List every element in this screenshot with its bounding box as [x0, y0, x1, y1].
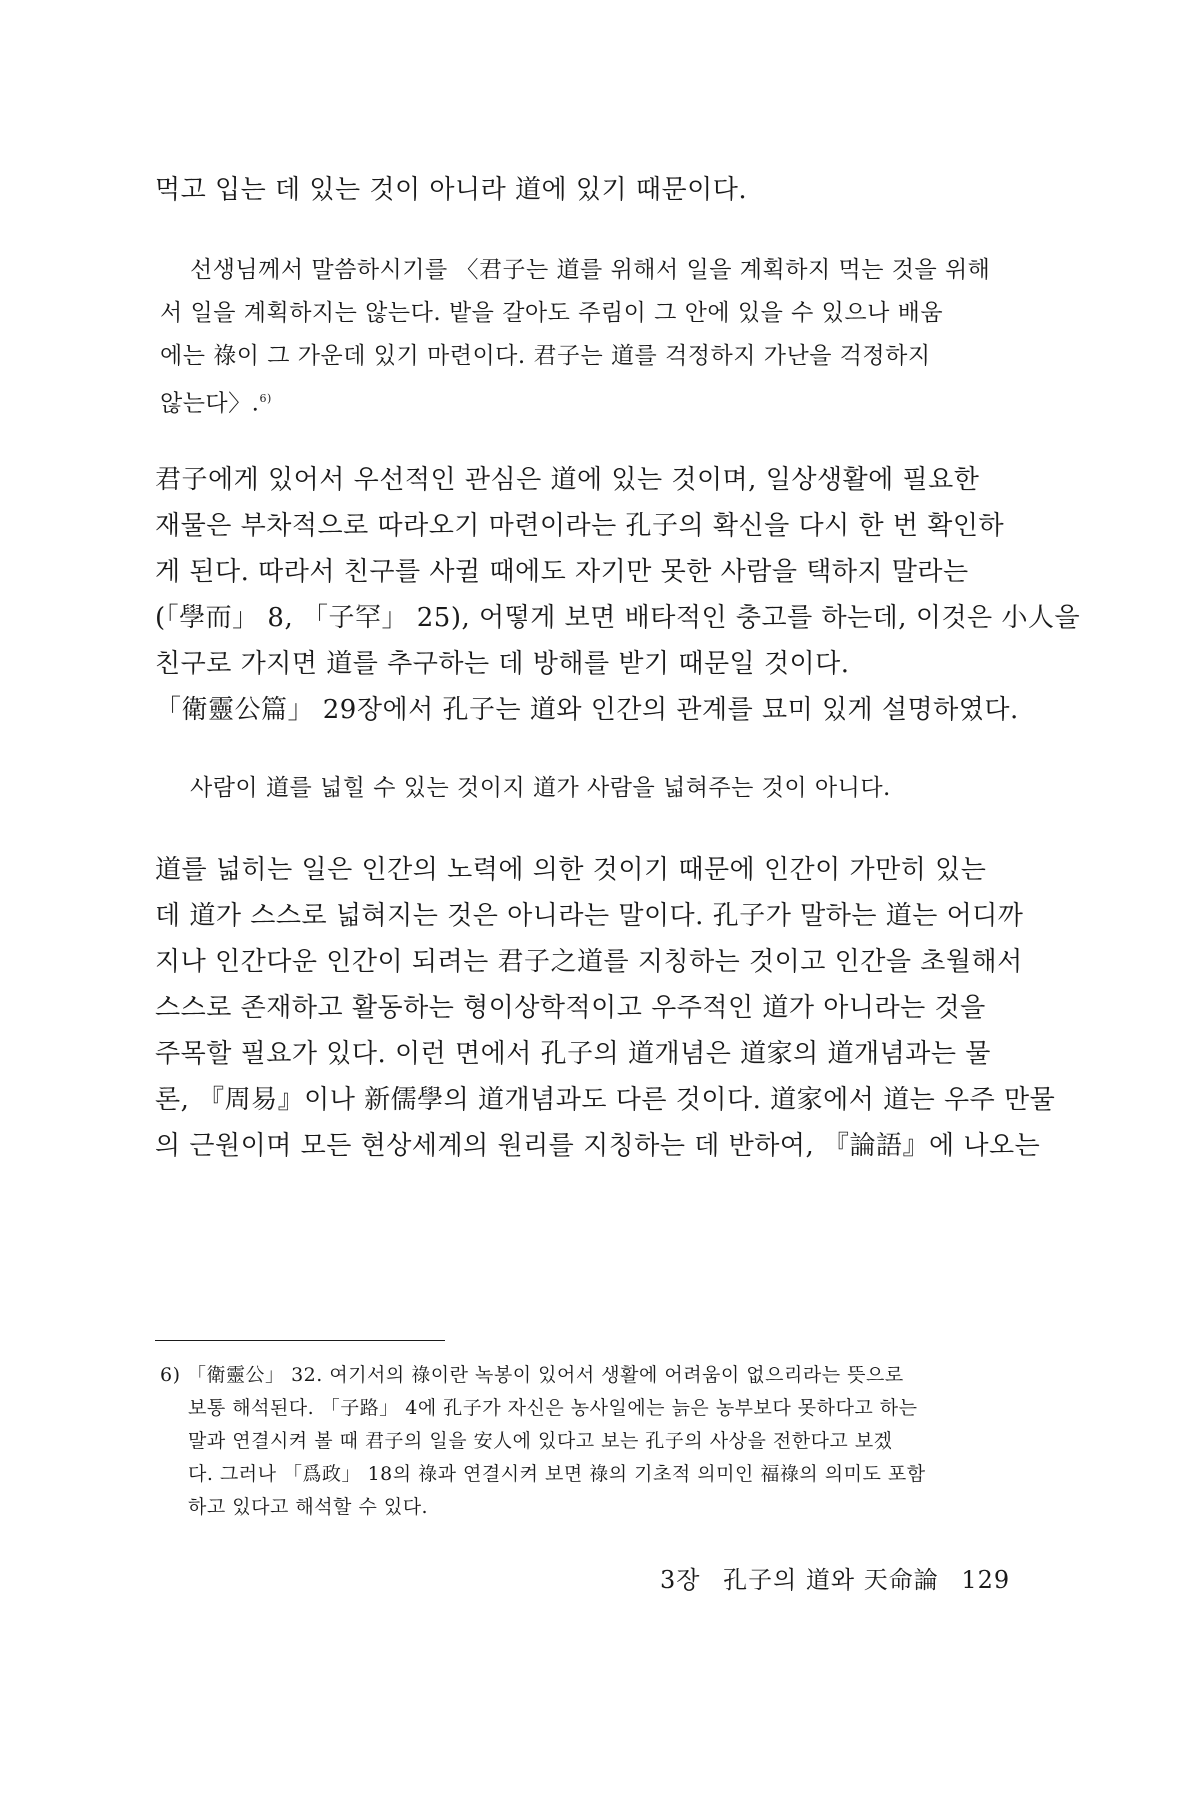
footnote-ref: 6)	[259, 392, 272, 405]
body-text-line: 「衛靈公篇」 29장에서 孔子는 道와 인간의 관계를 묘미 있게 설명하였다.	[155, 695, 1019, 725]
quote-line: 서 일을 계획하지는 않는다. 밭을 갈아도 주림이 그 안에 있을 수 있으나 배움	[160, 300, 944, 326]
body-text-line: 지나 인간다운 인간이 되려는 君子之道를 지칭하는 것이고 인간을 초월해서	[155, 947, 1023, 977]
body-text-line: 론, 『周易』이나 新儒學의 道개념과도 다른 것이다. 道家에서 道는 우주 만물	[155, 1085, 1056, 1115]
body-text-line: 道를 넓히는 일은 인간의 노력에 의한 것이기 때문에 인간이 가만히 있는	[155, 855, 987, 885]
body-text-line: 친구로 가지면 道를 추구하는 데 방해를 받기 때문일 것이다.	[155, 649, 850, 679]
quote-line	[160, 379, 272, 424]
body-text-line: 주목할 필요가 있다. 이런 면에서 孔子의 道개념은 道家의 道개념과는 물	[155, 1039, 991, 1069]
body-text-line: 데 道가 스스로 넓혀지는 것은 아니라는 말이다. 孔子가 말하는 道는 어디까	[155, 901, 1024, 931]
body-text-line: 재물은 부차적으로 따라오기 마련이라는 孔子의 확신을 다시 한 번 확인하	[155, 511, 1005, 541]
footnote-line: 하고 있다고 해석할 수 있다.	[188, 1496, 429, 1518]
body-text-line: 먹고 입는 데 있는 것이 아니라 道에 있기 때문이다.	[155, 175, 748, 205]
body-text-line: 스스로 존재하고 활동하는 형이상학적이고 우주적인 道가 아니라는 것을	[155, 993, 986, 1023]
quote-line: 선생님께서 말씀하시기를 〈君子는 道를 위해서 일을 계획하지 먹는 것을 위해	[190, 257, 991, 283]
body-text-line: 君子에게 있어서 우선적인 관심은 道에 있는 것이며, 일상생활에 필요한	[155, 465, 980, 495]
footnote-line: 보통 해석된다. 「子路」 4에 孔子가 자신은 농사일에는 늙은 농부보다 못하다고 하는	[188, 1397, 918, 1419]
body-text-line: (「學而」 8, 「子罕」 25), 어떻게 보면 배타적인 충고를 하는데, 이것은 小人을	[155, 603, 1081, 633]
footnote-line: 6) 「衛靈公」 32. 여기서의 祿이란 녹봉이 있어서 생활에 어려움이 없으리라는 뜻으로	[160, 1364, 904, 1386]
footnote-separator	[155, 1340, 445, 1341]
block-quote: 사람이 道를 넓힐 수 있는 것이지 道가 사람을 넓혀주는 것이 아니다.	[190, 775, 891, 801]
quote-line: 에는 祿이 그 가운데 있기 마련이다. 君子는 道를 걱정하지 가난을 걱정하지	[160, 343, 931, 369]
page-number: 129	[961, 1566, 1011, 1594]
footnote-line: 다. 그러나 「爲政」 18의 祿과 연결시켜 보면 祿의 기초적 의미인 福祿의 의미도 포함	[188, 1463, 926, 1485]
body-text-line: 게 된다. 따라서 친구를 사귈 때에도 자기만 못한 사람을 택하지 말라는	[155, 557, 969, 587]
chapter-title: 孔子의 道와 天命論	[723, 1566, 939, 1594]
body-text-line: 의 근원이며 모든 현상세계의 원리를 지칭하는 데 반하여, 『論語』에 나오는	[155, 1131, 1041, 1161]
running-footer	[660, 1560, 1024, 1595]
chapter-label: 3장	[660, 1566, 701, 1594]
quote-line-text: 않는다〉.	[160, 390, 260, 417]
footnote-line: 말과 연결시켜 볼 때 君子의 일을 安人에 있다고 보는 孔子의 사상을 전한다고 보겠	[188, 1430, 893, 1452]
